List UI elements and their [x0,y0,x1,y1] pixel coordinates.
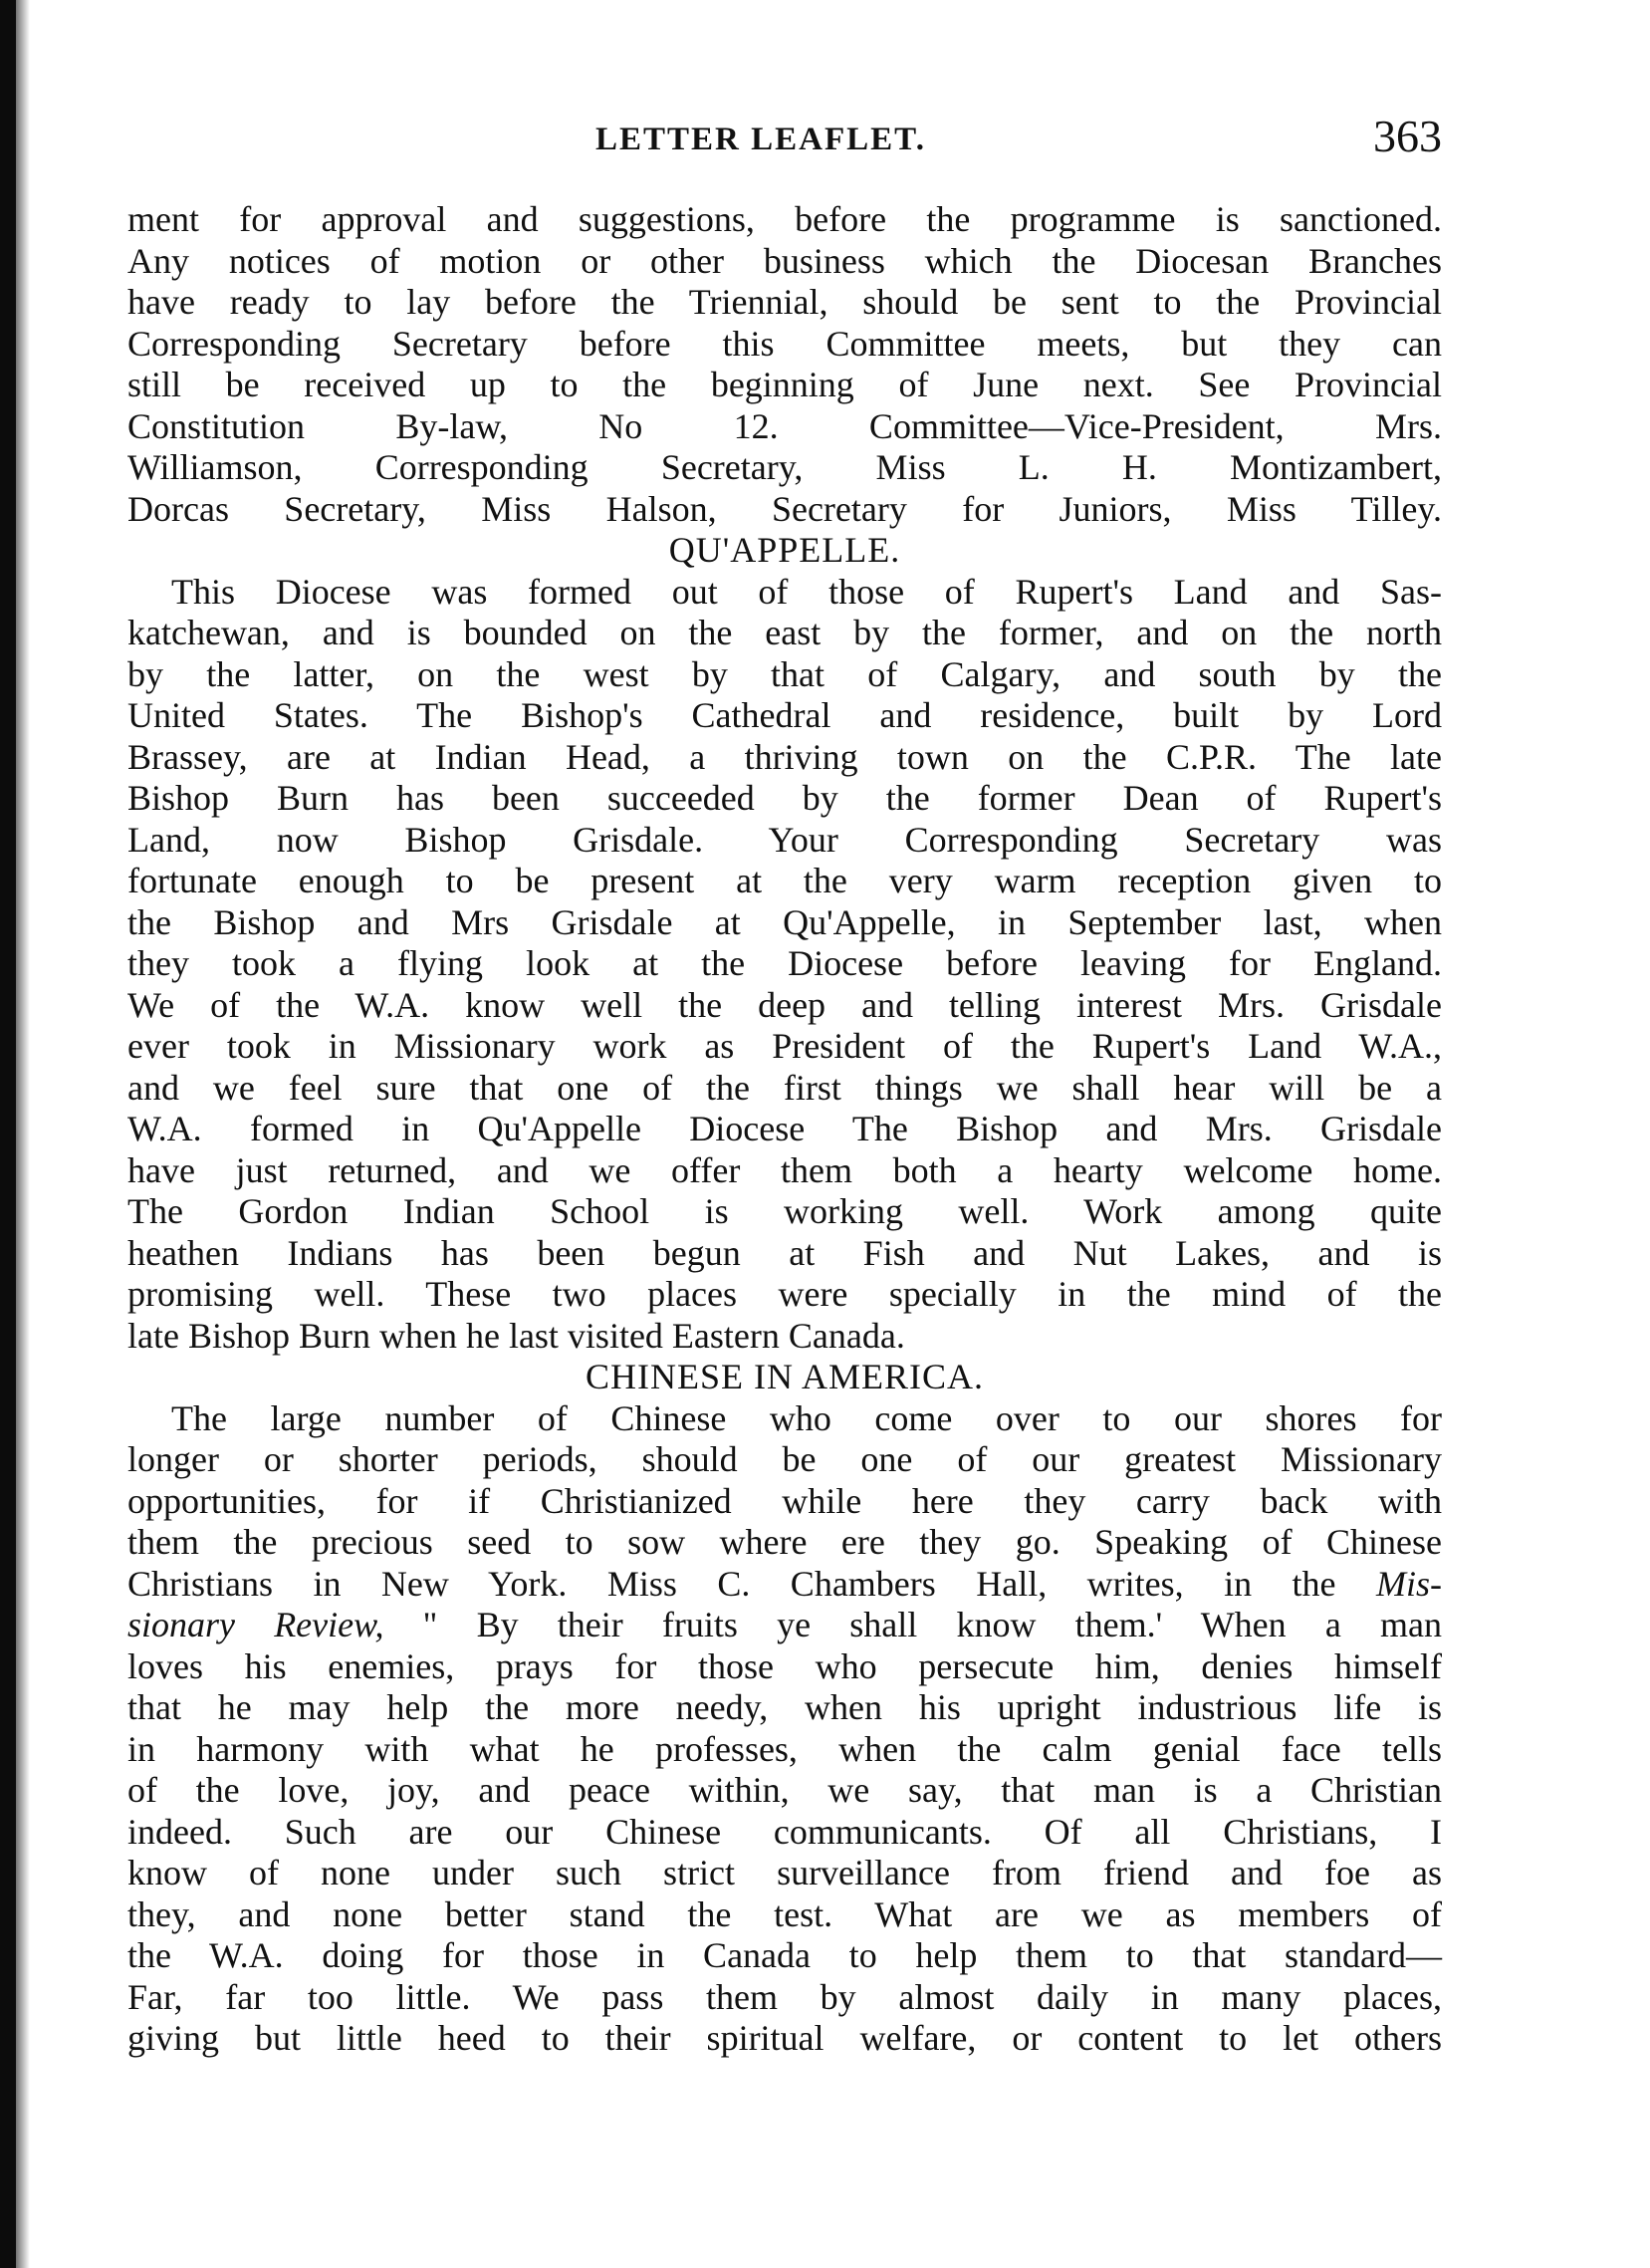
text-line: and we feel sure that one of the first things we shall hear will be a [127,1067,1442,1108]
text-line: We of the W.A. know well the deep and telling interest Mrs. Grisdale [127,984,1442,1025]
text-line: Land, now Bishop Grisdale. Your Corresponding Secretary was [127,819,1442,860]
italic-title-part2: sionary Review, [127,1605,384,1644]
text-line: opportunities, for if Christianized while here they carry back with [127,1480,1442,1521]
text-line: know of none under such strict surveillance from friend and foe as [127,1853,1442,1892]
text-line: that he may help the more needy, when his upright industrious life is [127,1687,1442,1727]
text-line: The large number of Chinese who come over to our shores for [171,1397,1442,1438]
quappelle-paragraph [127,572,1442,1358]
text-line: them the precious seed to sow where ere they go. Speaking of Chinese [127,1522,1442,1562]
text-line: United States. The Bishop's Cathedral and residence, built by Lord [127,695,1442,735]
page-binding-edge [0,0,16,2268]
text-line: Constitution By-law, No 12. Committee—Vice-President, Mrs. [127,405,1442,446]
running-title: LETTER LEAFLET. [595,122,926,157]
text-line: Dorcas Secretary, Miss Halson, Secretary for Juniors, Miss Tilley. [127,488,1442,529]
text-line: longer or shorter periods, should be one of our greatest Missionary [127,1439,1442,1479]
text-line: of the love, joy, and peace within, we say, that man is a Christian [127,1770,1442,1810]
text-line: The Gordon Indian School is working well. Work among quite [127,1191,1442,1231]
text-line: loves his enemies, prays for those who persecute him, denies himself [127,1645,1442,1686]
text-line: they, and none better stand the test. What are we as members of [127,1893,1442,1934]
text-line: have just returned, and we offer them both a hearty welcome home. [127,1149,1442,1190]
chinese-paragraph [127,1398,1442,2060]
text-line: katchewan, and is bounded on the east by the former, and on the north [127,613,1442,652]
text-line: ment for approval and suggestions, before the programme is sanctioned. [127,199,1442,239]
text-line-with-italic [127,1605,1442,1646]
text-line: indeed. Such are our Chinese communicants. Of all Christians, I [127,1811,1442,1852]
text-line: they took a flying look at the Diocese before leaving for England. [127,943,1442,983]
text-line: promising well. These two places were specially in the mind of the [127,1274,1442,1314]
section-heading-quappelle: QU'APPELLE. [668,530,901,570]
text-line: fortunate enough to be present at the very warm reception given to [127,861,1442,900]
text-run: " By their fruits ye shall know them.' When a man [422,1605,1442,1644]
text-line: ever took in Missionary work as President of the Rupert's Land W.A., [127,1026,1442,1066]
section-heading-chinese: CHINESE IN AMERICA. [585,1357,984,1396]
text-line: This Diocese was formed out of those of Rupert's Land and Sas- [171,571,1442,612]
text-line: in harmony with what he professes, when the calm genial face tells [127,1728,1442,1769]
text-line: giving but little heed to their spiritual welfare, or content to let others [127,2018,1442,2058]
intro-paragraph [127,199,1442,530]
text-line: by the latter, on the west by that of Calgary, and south by the [127,653,1442,694]
text-line: Far, far too little. We pass them by almost daily in many places, [127,1976,1442,2017]
text-line: Any notices of motion or other business which the Diocesan Branches [127,240,1442,281]
page-number: 363 [1373,111,1442,161]
text-line: the W.A. doing for those in Canada to help them to that standard— [127,1935,1442,1975]
text-line: heathen Indians has been begun at Fish and Nut Lakes, and is [127,1232,1442,1273]
text-line: Corresponding Secretary before this Committee meets, but they can [127,323,1442,364]
text-line: late Bishop Burn when he last visited Eastern Canada. [127,1315,905,1356]
text-run: Christians in New York. Miss C. Chambers Hall, writes, in the [127,1563,1336,1604]
text-line-with-italic [127,1564,1442,1606]
running-head [127,110,1442,169]
text-line: the Bishop and Mrs Grisdale at Qu'Appelle, in September last, when [127,901,1442,942]
text-line: still be received up to the beginning of June next. See Provincial [127,365,1442,404]
text-line: W.A. formed in Qu'Appelle Diocese The Bishop and Mrs. Grisdale [127,1109,1442,1148]
text-line: Bishop Burn has been succeeded by the former Dean of Rupert's [127,778,1442,818]
body-text [127,199,1442,2060]
text-line: Williamson, Corresponding Secretary, Miss L. H. Montizambert, [127,447,1442,487]
italic-title-part1: Mis- [1376,1563,1443,1604]
text-line: Brassey, are at Indian Head, a thriving town on the C.P.R. The late [127,736,1442,777]
text-line: have ready to lay before the Triennial, should be sent to the Provincial [127,282,1442,322]
